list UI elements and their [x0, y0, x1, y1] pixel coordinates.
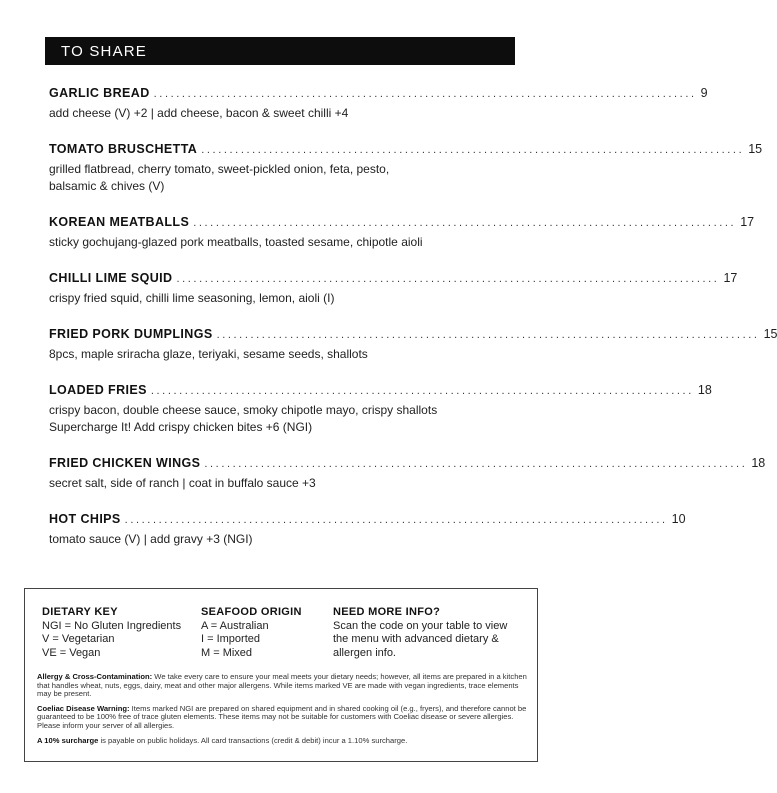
menu-item-list — [49, 86, 777, 568]
menu-item-description — [49, 234, 500, 251]
menu-item-row — [49, 271, 738, 287]
menu-item-row — [49, 327, 777, 343]
menu-item-description — [49, 290, 500, 307]
menu-item — [49, 327, 777, 363]
description-line: crispy bacon, double cheese sauce, smoky chipotle mayo, crispy shallots — [49, 403, 438, 417]
more-info-line: the menu with advanced dietary & — [333, 633, 499, 645]
seafood-origin-line: M = Mixed — [201, 646, 253, 659]
dietary-key-title: DIETARY KEY — [42, 606, 118, 618]
dot-leader: ................................................................................................ — [150, 385, 694, 397]
description-line: tomato sauce (V) | add gravy +3 (NGI) — [49, 532, 253, 546]
note-label: Allergy & Cross-Contamination: — [37, 672, 153, 681]
menu-item — [49, 215, 755, 251]
seafood-origin — [201, 606, 331, 660]
menu-item-description — [49, 475, 500, 492]
description-line: grilled flatbread, cherry tomato, sweet-pickled onion, feta, pesto, — [49, 162, 390, 176]
seafood-origin-line: I = Imported — [201, 633, 261, 645]
menu-item — [49, 142, 763, 195]
allergy-note — [37, 673, 527, 699]
menu-item — [49, 383, 712, 436]
menu-item-name: CHILLI LIME SQUID — [49, 271, 173, 285]
menu-item-price: 17 — [740, 215, 755, 229]
dot-leader: ................................................................................................ — [153, 88, 697, 100]
dot-leader: ................................................................................................ — [176, 273, 720, 285]
description-line: balsamic & chives (V) — [49, 179, 165, 193]
description-line: add cheese (V) +2 | add cheese, bacon & sweet chilli +4 — [49, 106, 349, 120]
menu-item — [49, 512, 686, 548]
menu-item-price: 15 — [748, 142, 763, 156]
notes — [37, 673, 527, 751]
menu-item-row — [49, 383, 712, 399]
menu-item-row — [49, 512, 686, 528]
more-info-title: NEED MORE INFO? — [333, 606, 441, 618]
menu-item-description — [49, 105, 500, 122]
menu-item-name: KOREAN MEATBALLS — [49, 215, 190, 229]
more-info-line: allergen info. — [333, 646, 396, 659]
note-text: is payable on public holidays. All card transactions (credit & debit) incur a 1.10% surcharge. — [98, 735, 408, 745]
menu-item-name: GARLIC BREAD — [49, 86, 150, 100]
menu-item — [49, 86, 708, 122]
seafood-origin-line: A = Australian — [201, 619, 269, 632]
note-text: Items marked NGI are prepared on shared equipment and in shared cooking oil (e.g., fryers), and therefore cannot be guaranteed to be 100% free of trace gluten elements. These items may not be suitable for customers with Coeliac disease or severe allergies. Please inform your server of all allergies. — [37, 703, 527, 730]
dot-leader: ................................................................................................ — [201, 144, 745, 156]
dietary-key-line: NGI = No Gluten Ingredients — [42, 619, 182, 632]
menu-item-row — [49, 456, 766, 472]
dot-leader: ................................................................................................ — [204, 458, 748, 470]
dietary-key — [42, 606, 202, 660]
description-line: Supercharge It! Add crispy chicken bites +6 (NGI) — [49, 420, 313, 434]
menu-item — [49, 271, 738, 307]
menu-item-row — [49, 215, 755, 231]
dot-leader: ................................................................................................ — [124, 514, 668, 526]
note-label: A 10% surcharge — [37, 735, 99, 745]
coeliac-note — [37, 705, 527, 731]
menu-item-price: 9 — [700, 86, 708, 100]
menu-item-description — [49, 402, 500, 436]
more-info-line: Scan the code on your table to view — [333, 619, 508, 632]
section-header — [45, 37, 515, 65]
menu-item-row — [49, 142, 763, 158]
menu-item-name: TOMATO BRUSCHETTA — [49, 142, 198, 156]
dietary-key-line: V = Vegetarian — [42, 633, 115, 645]
seafood-origin-title: SEAFOOD ORIGIN — [201, 606, 302, 618]
menu-item-price: 17 — [723, 271, 738, 285]
menu-item-description — [49, 161, 500, 195]
menu-item-price: 10 — [671, 512, 686, 526]
note-text: We take every care to ensure your meal meets your dietary needs; however, all items are prepared in a kitchen that handles wheat, nuts, eggs, dairy, meat and other major allergens. While items marked VE are made with vegan ingredients, trace elements may be present. — [37, 672, 527, 699]
info-box — [24, 588, 538, 762]
note-label: Coeliac Disease Warning: — [37, 703, 130, 713]
description-line: 8pcs, maple sriracha glaze, teriyaki, sesame seeds, shallots — [49, 347, 368, 361]
dot-leader: ................................................................................................ — [216, 329, 760, 341]
menu-item-name: FRIED CHICKEN WINGS — [49, 456, 201, 470]
description-line: crispy fried squid, chilli lime seasoning, lemon, aioli (I) — [49, 291, 335, 305]
description-line: sticky gochujang-glazed pork meatballs, toasted sesame, chipotle aioli — [49, 235, 423, 249]
menu-item-price: 18 — [697, 383, 712, 397]
description-line: secret salt, side of ranch | coat in buffalo sauce +3 — [49, 476, 316, 490]
menu-item-price: 18 — [751, 456, 766, 470]
menu-item-name: HOT CHIPS — [49, 512, 121, 526]
menu-item-name: FRIED PORK DUMPLINGS — [49, 327, 213, 341]
dot-leader: ................................................................................................ — [193, 217, 737, 229]
menu-item-name: LOADED FRIES — [49, 383, 147, 397]
section-title: TO SHARE — [61, 42, 148, 60]
menu-item-price: 15 — [763, 327, 777, 341]
dietary-key-line: VE = Vegan — [42, 646, 101, 659]
menu-item — [49, 456, 766, 492]
menu-item-description — [49, 346, 500, 363]
menu-item-description — [49, 531, 500, 548]
menu-item-row — [49, 86, 708, 102]
more-info — [333, 606, 523, 660]
surcharge-note — [37, 737, 527, 746]
